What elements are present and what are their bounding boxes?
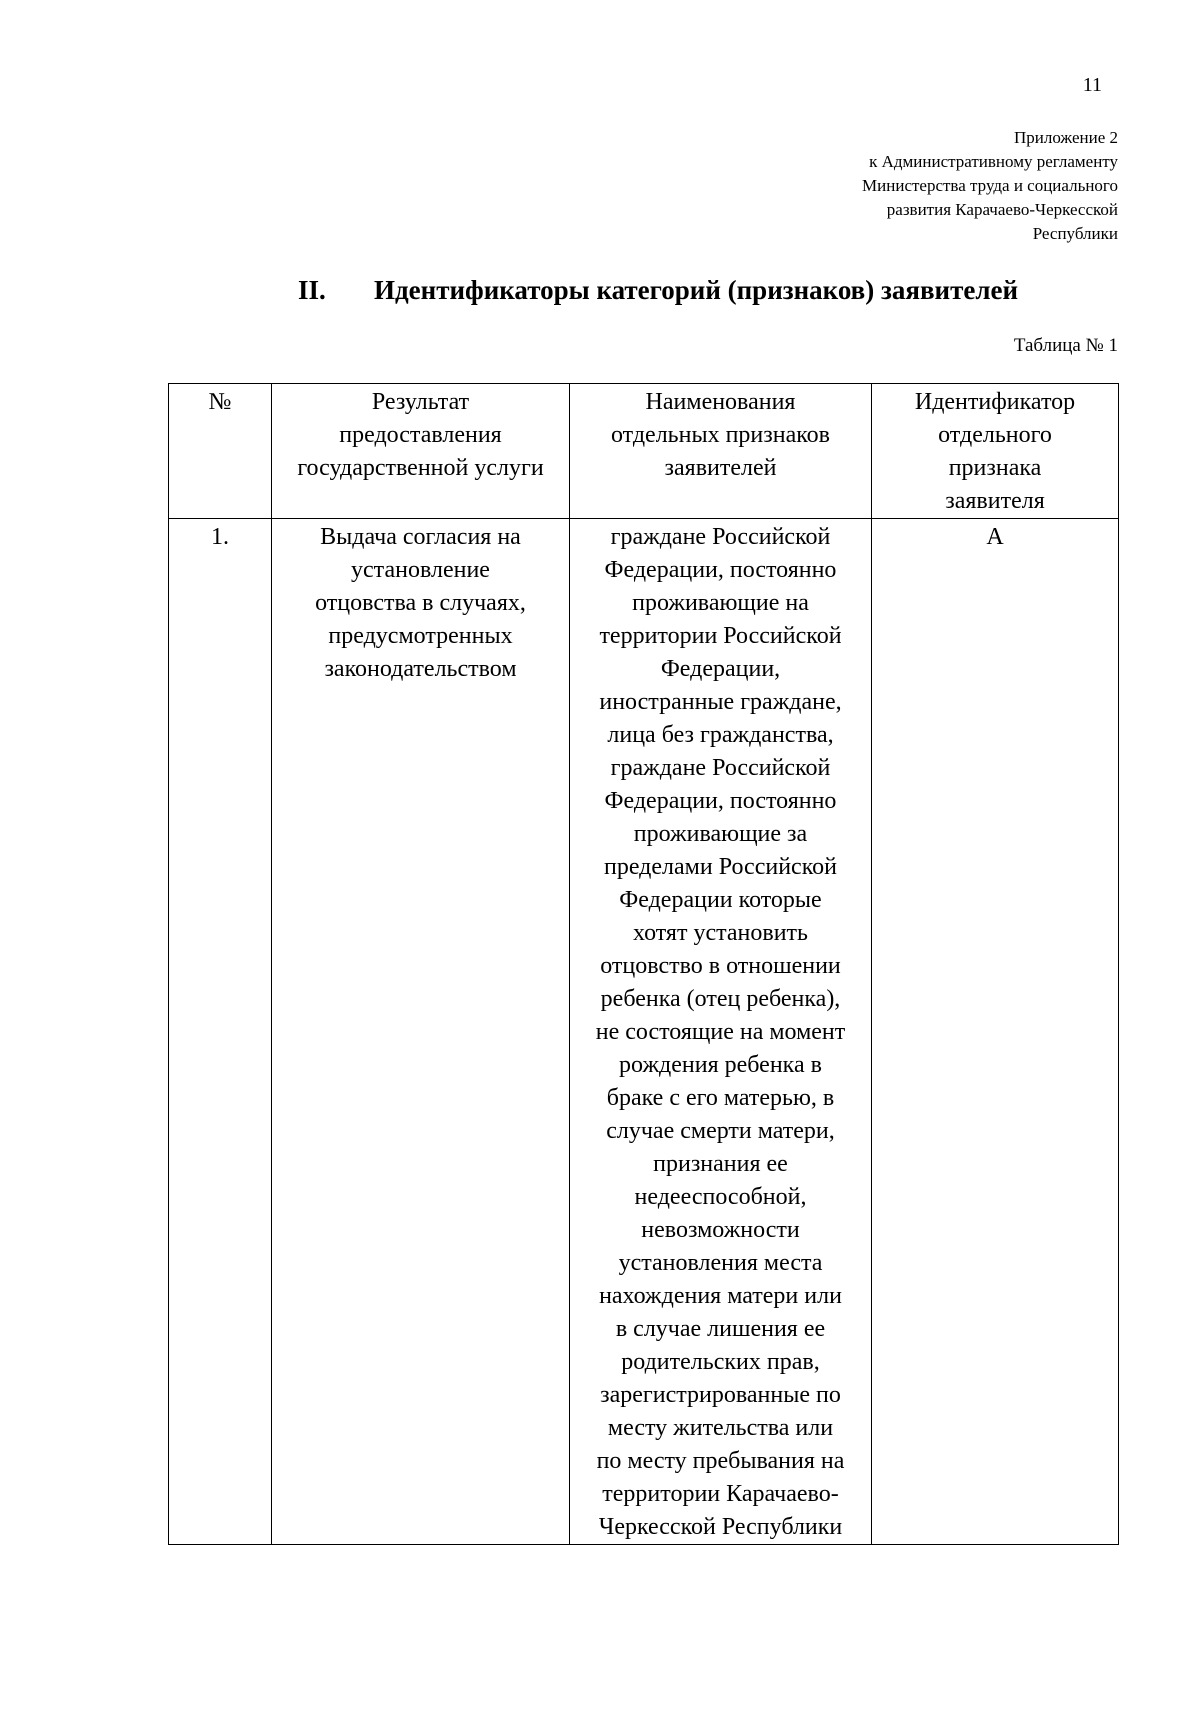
header-line: Результат [371, 389, 470, 415]
names-line: зарегистрированные по [600, 1382, 841, 1408]
appendix-line: Приложение 2 [1014, 128, 1118, 147]
row-number: 1. [211, 524, 229, 550]
header-line: предоставления [339, 422, 502, 448]
header-number [169, 384, 272, 519]
result-line: Выдача согласия на [320, 524, 521, 550]
header-line: заявителей [664, 455, 777, 481]
names-line: рождения ребенка в [619, 1052, 822, 1078]
names-line: Черкесской Республики [598, 1514, 843, 1540]
names-line: недееспособной, [634, 1184, 807, 1210]
names-line: Федерации, [660, 656, 781, 682]
applicant-identifiers-table [168, 383, 1119, 1545]
appendix-line: развития Карачаево-Черкесской [886, 200, 1118, 219]
appendix-line: Министерства труда и социального [862, 176, 1118, 195]
result-line: установление [351, 557, 490, 583]
result-line: законодательством [324, 656, 517, 682]
header-line: Наименования [645, 389, 796, 415]
names-line: нахождения матери или [599, 1283, 842, 1309]
table-caption: Таблица № 1 [1013, 335, 1118, 356]
header-line: Идентификатор [914, 389, 1076, 415]
names-line: иностранные граждане, [599, 689, 842, 715]
names-line: родительских прав, [621, 1349, 820, 1375]
names-line: невозможности [641, 1217, 800, 1243]
page-number: 11 [1082, 74, 1102, 96]
names-line: пределами Российской [604, 854, 837, 880]
names-line: Федерации, постоянно [604, 557, 837, 583]
names-line: лица без гражданства, [607, 722, 834, 748]
header-line: заявителя [945, 488, 1045, 514]
names-line: месту жительства или [607, 1415, 834, 1441]
table-row [169, 519, 1119, 1545]
names-line: установления места [618, 1250, 823, 1276]
names-line: по месту пребывания на [596, 1448, 845, 1474]
appendix-line: Республики [1032, 224, 1118, 243]
names-line: Федерации, постоянно [604, 788, 837, 814]
header-line: № [208, 389, 232, 415]
names-line: случае смерти матери, [606, 1118, 835, 1144]
header-line: государственной услуги [297, 455, 544, 481]
section-title [298, 275, 1018, 306]
names-line: браке с его матерью, в [606, 1085, 835, 1111]
header-names [570, 384, 872, 519]
header-identifier [872, 384, 1119, 519]
section-number: II. [298, 275, 326, 305]
cell-names [570, 519, 872, 1545]
table-header-row [169, 384, 1119, 519]
header-result [272, 384, 570, 519]
names-line: территории Карачаево- [602, 1481, 839, 1507]
names-line: граждане Российской [610, 755, 831, 781]
names-line: территории Российской [599, 623, 842, 649]
identifier-value: А [986, 524, 1004, 550]
result-line: отцовства в случаях, [315, 590, 526, 616]
names-line: в случае лишения ее [615, 1316, 826, 1342]
result-line: предусмотренных [328, 623, 513, 649]
names-line: проживающие на [632, 590, 809, 616]
names-line: признания ее [653, 1151, 788, 1177]
names-line: граждане Российской [610, 524, 831, 550]
names-line: ребенка (отец ребенка), [600, 986, 841, 1012]
header-line: отдельного [938, 422, 1052, 448]
names-line: отцовство в отношении [600, 953, 841, 979]
appendix-line: к Административному регламенту [869, 152, 1118, 171]
appendix-header [862, 126, 1118, 246]
names-line: проживающие за [633, 821, 808, 847]
cell-identifier [872, 519, 1119, 1545]
names-line: не состоящие на момент [595, 1019, 846, 1045]
cell-result [272, 519, 570, 1545]
section-heading: Идентификаторы категорий (признаков) заявителей [374, 275, 1019, 305]
header-line: отдельных признаков [610, 422, 831, 448]
cell-number [169, 519, 272, 1545]
header-line: признака [948, 455, 1042, 481]
names-line: хотят установить [632, 920, 808, 946]
names-line: Федерации которые [619, 887, 822, 913]
